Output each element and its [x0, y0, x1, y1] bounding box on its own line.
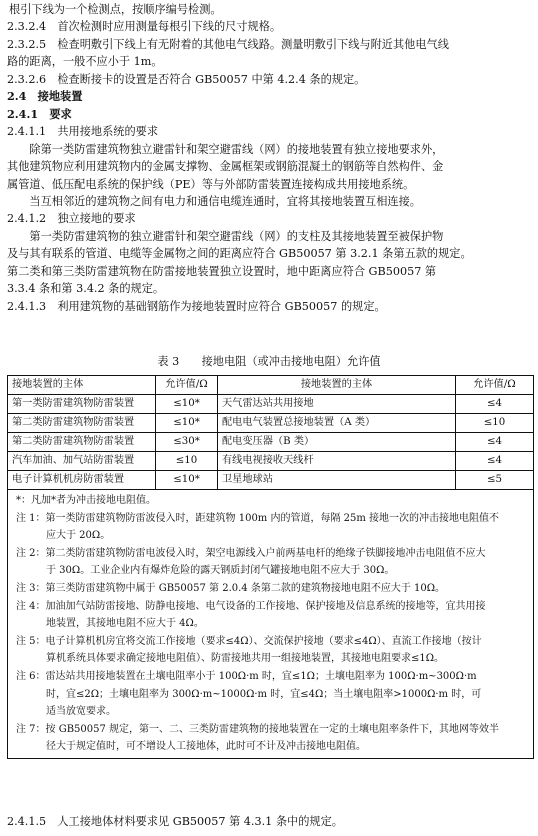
table-cell: ≤10*: [156, 395, 218, 414]
table-cell: ≤10*: [156, 471, 218, 490]
table-row: [8, 452, 534, 471]
note-line: 径大于规定值时，可不增设人工接地体，此时可不计及冲击接地电阻值。: [16, 741, 366, 753]
table-row: [8, 433, 534, 452]
text-line: 3.3.4 条和第 3.4.2 条的规定。: [7, 282, 165, 296]
note-line: 注 4：加油加气站防雷接地、防静电接地、电气设备的工作接地、保护接地及信息系统的接地等，宜共用接: [16, 600, 486, 612]
note-line: 应大于 20Ω。: [16, 530, 111, 542]
note-line: 于 30Ω。工业企业内有爆炸危险的露天钢质封闭气罐接地电阻不应大于 30Ω。: [16, 565, 395, 577]
note-line: 算机系统具体要求确定接地电阻值）、防雷接地共用一组接地装置，其接地电阻要求≤1Ω。: [16, 653, 445, 665]
clause-2-4-1-2: 2.4.1.2 独立接地的要求: [7, 212, 136, 226]
clause-2-4-1-5: 2.4.1.5 人工接地体材料要求见 GB50057 第 4.3.1 条中的规定。: [7, 815, 343, 828]
table-notes-row: [8, 490, 534, 759]
text-line: 根引下线为一个检测点，按顺序编号检测。: [9, 3, 222, 16]
text-line: 属管道、低压配电系统的保护线（PE）等与外部防雷装置连接构成共用接地系统。: [7, 177, 415, 191]
table-cell: 第二类防雷建筑物防雷装置: [8, 414, 156, 433]
text-line: 及与其有联系的管道、电缆等金属物之间的距离应符合 GB50057 第 3.2.1 条第五款的规定。: [7, 247, 472, 261]
table-notes: [8, 490, 534, 759]
clause-2-4-1-1: 2.4.1.1 共用接地系统的要求: [7, 125, 159, 139]
table-caption: 表 3 接地电阻（或冲击接地电阻）允许值: [157, 355, 381, 368]
table-cell: ≤5: [456, 471, 534, 490]
table-cell: 配电变压器（B 类）: [218, 433, 456, 452]
text-line: 第二类和第三类防雷建筑物在防雷接地装置独立设置时，地中距离应符合 GB50057 第: [7, 264, 437, 278]
note-line: *：凡加*者为冲击接地电阻值。: [16, 495, 156, 506]
note-line: 时，宜≤2Ω；土壤电阻率为 300Ω·m~1000Ω·m 时，宜≤4Ω；当土壤电阻率>1000Ω·m 时，可: [16, 688, 482, 700]
column-header: 允许值/Ω: [156, 376, 218, 395]
table-cell: 天气雷达站共用接地: [218, 395, 456, 414]
table-cell: ≤30*: [156, 433, 218, 452]
text-line: 第一类防雷建筑物的独立避雷针和架空避雷线（网）的支柱及其接地装置至被保护物: [7, 229, 444, 243]
table-cell: ≤10: [156, 452, 218, 471]
column-header: 允许值/Ω: [456, 376, 534, 395]
clause-2-4-1-3: 2.4.1.3 利用建筑物的基础钢筋作为接地装置时应符合 GB50057 的规定。: [7, 299, 386, 313]
note-line: 注 6：雷达站共用接地装置在土壤电阻率小于 100Ω·m 时，宜≤1Ω；土壤电阻率为 100Ω·m~300Ω·m: [16, 670, 477, 682]
table-cell: ≤4: [456, 452, 534, 471]
table-cell: ≤4: [456, 433, 534, 452]
column-header: 接地装置的主体: [8, 376, 156, 395]
note-line: 适当放宽要求。: [16, 706, 116, 718]
text-line: 其他建筑物应利用建筑物内的金属支撑物、金属框架或钢筋混凝土的钢筋等自然构件、金: [7, 160, 444, 174]
note-line: 注 5：电子计算机机房宜将交流工作接地（要求≤4Ω）、交流保护接地（要求≤4Ω）、直流工作接地（按计: [16, 635, 482, 647]
note-line: 地装置，其接地电阻不应大于 4Ω。: [16, 618, 204, 630]
table-header-row: [8, 376, 534, 395]
table-cell: 有线电视接收天线杆: [218, 452, 456, 471]
table-row: [8, 395, 534, 414]
note-line: 注 2：第二类防雷建筑物防雷电波侵入时，架空电源线入户前两基电杆的绝缘子铁脚接地冲击电阻值不应大: [16, 547, 486, 559]
table-cell: ≤10*: [156, 414, 218, 433]
note-line: 注 1：第一类防雷建筑物防雷波侵入时，距建筑物 100m 内的管道，每隔 25m 接地一次的冲击接地电阻值不: [16, 512, 500, 524]
clause-2-3-2-4: 2.3.2.4 首次检测时应用测量每根引下线的尺寸规格。: [7, 20, 282, 34]
text-line: 路的距离，一般不应小于 1m。: [7, 55, 163, 69]
table-cell: 汽车加油、加气站防雷装置: [8, 452, 156, 471]
clause-2-3-2-6: 2.3.2.6 检查断接卡的设置是否符合 GB50057 中第 4.2.4 条的规定。: [7, 72, 366, 86]
table-cell: ≤10: [456, 414, 534, 433]
table-cell: 电子计算机机房防雷装置: [8, 471, 156, 490]
table-cell: ≤4: [456, 395, 534, 414]
clause-2-3-2-5: 2.3.2.5 检查明敷引下线上有无附着的其他电气线路。测量明敷引下线与附近其他电气线: [7, 37, 449, 51]
text-line: 当互相邻近的建筑物之间有电力和通信电缆连通时，宜将其接地装置互相连接。: [7, 194, 421, 208]
text-line: 除第一类防雷建筑物独立避雷针和架空避雷线（网）的接地装置有独立接地要求外，: [7, 142, 444, 156]
table-row: [8, 471, 534, 490]
table-cell: 第一类防雷建筑物防雷装置: [8, 395, 156, 414]
note-line: 注 7：按 GB50057 规定，第一、二、三类防雷建筑物的接地装置在一定的土壤电阻率条件下，其地网等效半: [16, 723, 500, 735]
resistance-table: [7, 375, 534, 759]
table-cell: 配电电气装置总接地装置（A 类）: [218, 414, 456, 433]
note-line: 注 3：第三类防雷建筑物中属于 GB50057 第 2.0.4 条第二款的建筑物接地电阻不应大于 10Ω。: [16, 582, 446, 594]
column-header: 接地装置的主体: [218, 376, 456, 395]
section-heading-2-4: 2.4 接地装置: [7, 89, 83, 104]
table-row: [8, 414, 534, 433]
table-cell: 卫星地球站: [218, 471, 456, 490]
section-heading-2-4-1: 2.4.1 要求: [7, 106, 72, 121]
table-cell: 第二类防雷建筑物防雷装置: [8, 433, 156, 452]
